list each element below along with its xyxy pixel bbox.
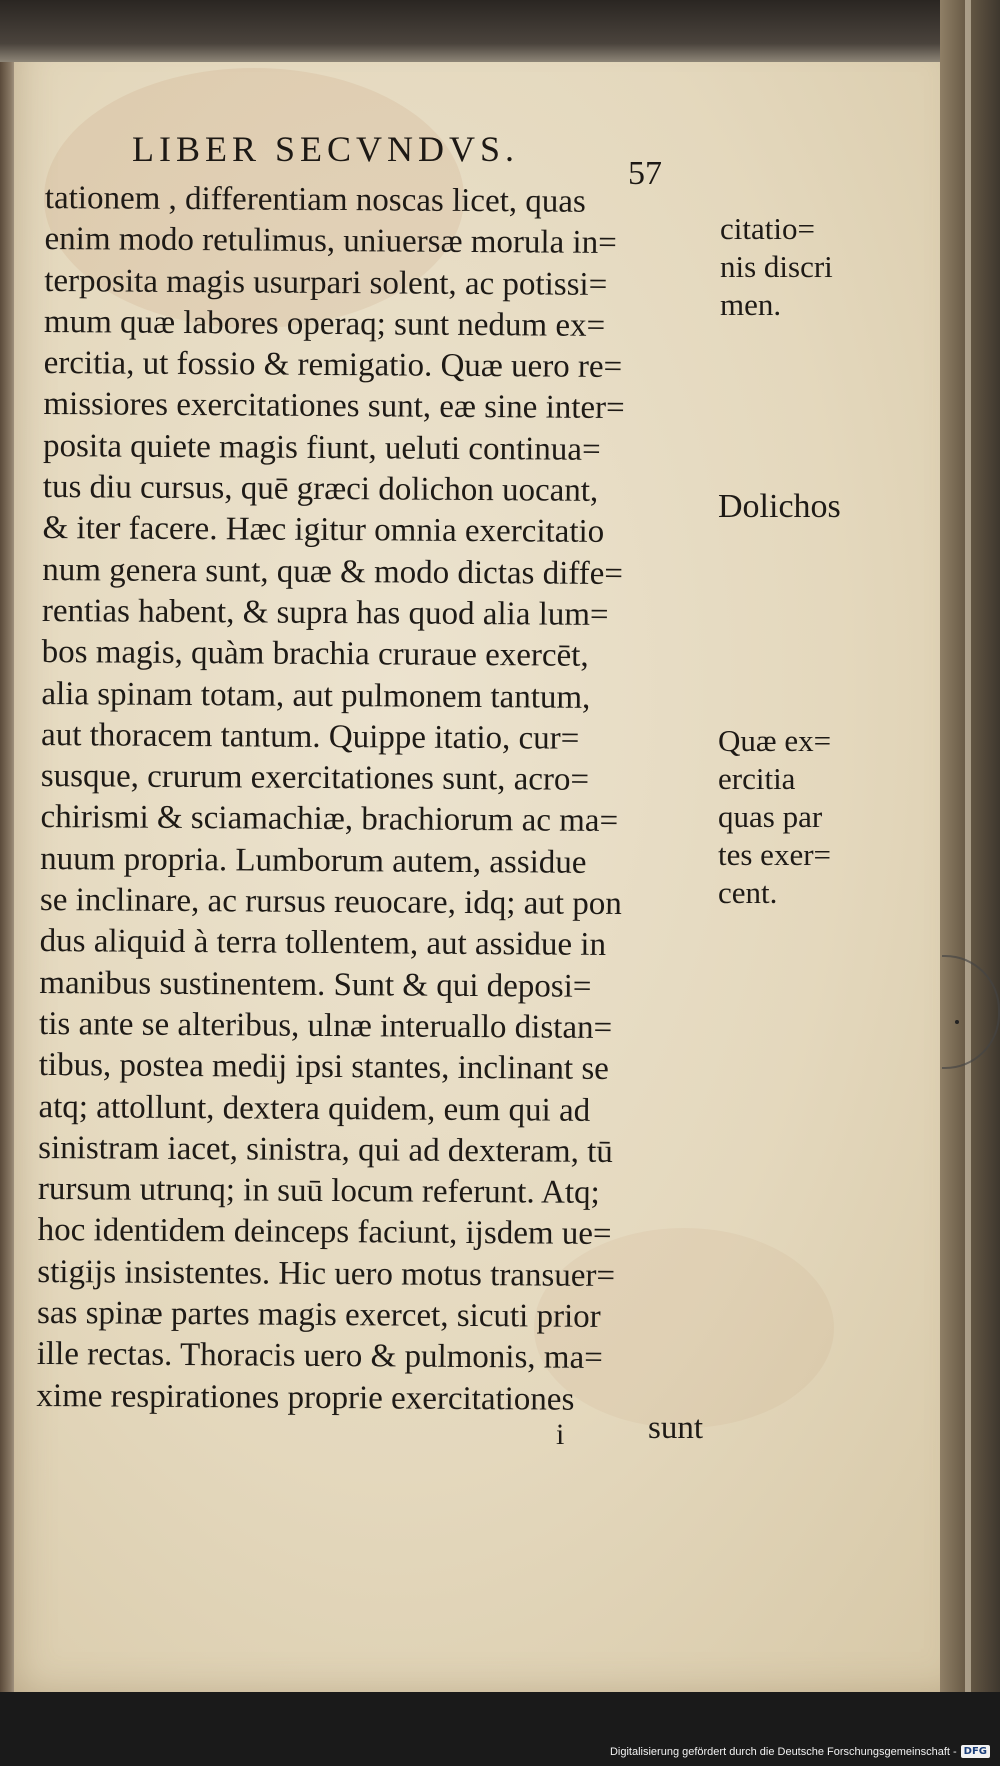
credit-text: Digitalisierung gefördert durch die Deutsche Forschungsgemeinschaft -	[609, 1745, 957, 1758]
text-line: enim modo retulimus, uniuersæ morula in=	[44, 221, 617, 262]
text-line: dus aliquid à terra tollentem, aut assidue in	[39, 923, 607, 964]
text-line: manibus sustinentem. Sunt & qui deposi=	[39, 964, 592, 1005]
text-line: & iter facere. Hæc igitur omnia exercitatio	[42, 510, 605, 551]
text-line: stigijs insistentes. Hic uero motus transuer=	[37, 1253, 616, 1294]
text-line: alia spinam totam, aut pulmonem tantum,	[41, 675, 591, 716]
margin-note-citationis	[720, 210, 833, 324]
text-line: tis ante se alteribus, ulnæ interuallo distan=	[38, 1005, 613, 1046]
text-line: atq; attollunt, dextera quidem, eum qui ad	[38, 1088, 591, 1129]
page-clip-dot	[955, 1020, 959, 1024]
margin-note-line: citatio=	[720, 211, 815, 246]
text-line: susque, crurum exercitationes sunt, acro=	[40, 758, 590, 798]
text-line: bos magis, quàm brachia cruraue exercēt,	[41, 634, 589, 675]
page-stack-strip	[965, 0, 971, 1766]
text-line: tibus, postea medij ipsi stantes, inclinant se	[38, 1047, 610, 1088]
text-line: tus diu cursus, quē græci dolichon uocant,	[42, 469, 599, 509]
text-line: sinistram iacet, sinistra, qui ad dexteram, tū	[38, 1129, 613, 1170]
margin-note-line: ercitia	[718, 761, 796, 796]
text-line: chirismi & sciamachiæ, brachiorum ac ma=	[40, 799, 619, 840]
margin-note-dolichos	[718, 488, 841, 526]
text-line: aut thoracem tantum. Quippe itatio, cur=	[40, 716, 580, 757]
text-line: mum quæ labores operaq; sunt nedum ex=	[43, 303, 606, 344]
text-line: se inclinare, ac rursus reuocare, idq; aut pon	[39, 882, 622, 923]
text-line: nuum propria. Lumborum autem, assidue	[40, 840, 587, 881]
margin-note-line: nis discri	[720, 249, 833, 284]
text-line: posita quiete magis fiunt, ueluti continua=	[43, 427, 601, 468]
text-line: sas spinæ partes magis exercet, sicuti prior	[36, 1294, 601, 1335]
main-text-block	[36, 178, 725, 1422]
text-line: terposita magis usurpari solent, ac potissi=	[44, 262, 608, 303]
digitization-credit	[606, 1743, 994, 1760]
margin-note-line: quas par	[718, 799, 823, 834]
book-top-edge	[0, 0, 1000, 62]
text-line: ille rectas. Thoracis uero & pulmonis, ma=	[36, 1336, 603, 1377]
text-line: xime respirationes proprie exercitationes	[36, 1377, 575, 1418]
text-line: hoc identidem deinceps faciunt, ijsdem ue=	[37, 1212, 612, 1253]
margin-note-line: tes exer=	[718, 837, 832, 872]
margin-note-line: cent.	[718, 875, 778, 910]
margin-note-line: men.	[720, 287, 782, 322]
text-line: rursum utrunq; in suū locum referunt. Atq;	[37, 1171, 600, 1212]
margin-note-quae-exercitia	[718, 722, 831, 912]
page-number: 57	[628, 155, 662, 192]
margin-note-line: Quæ ex=	[718, 723, 832, 758]
dfg-logo-icon: DFG	[961, 1745, 990, 1758]
text-line: rentias habent, & supra has quod alia lum=	[41, 592, 609, 633]
running-head: LIBER SECVNDVS.	[132, 129, 520, 169]
catchword: sunt	[648, 1410, 704, 1446]
margin-note-line: Dolichos	[718, 488, 841, 525]
text-line: missiores exercitationes sunt, eæ sine inter=	[43, 386, 625, 427]
text-line: tationem , differentiam noscas licet, quas	[44, 179, 586, 220]
text-line: num genera sunt, quæ & modo dictas diffe=	[42, 551, 624, 592]
text-line: ercitia, ut fossio & remigatio. Quæ uero re=	[43, 345, 623, 386]
signature-mark: i	[556, 1418, 565, 1451]
